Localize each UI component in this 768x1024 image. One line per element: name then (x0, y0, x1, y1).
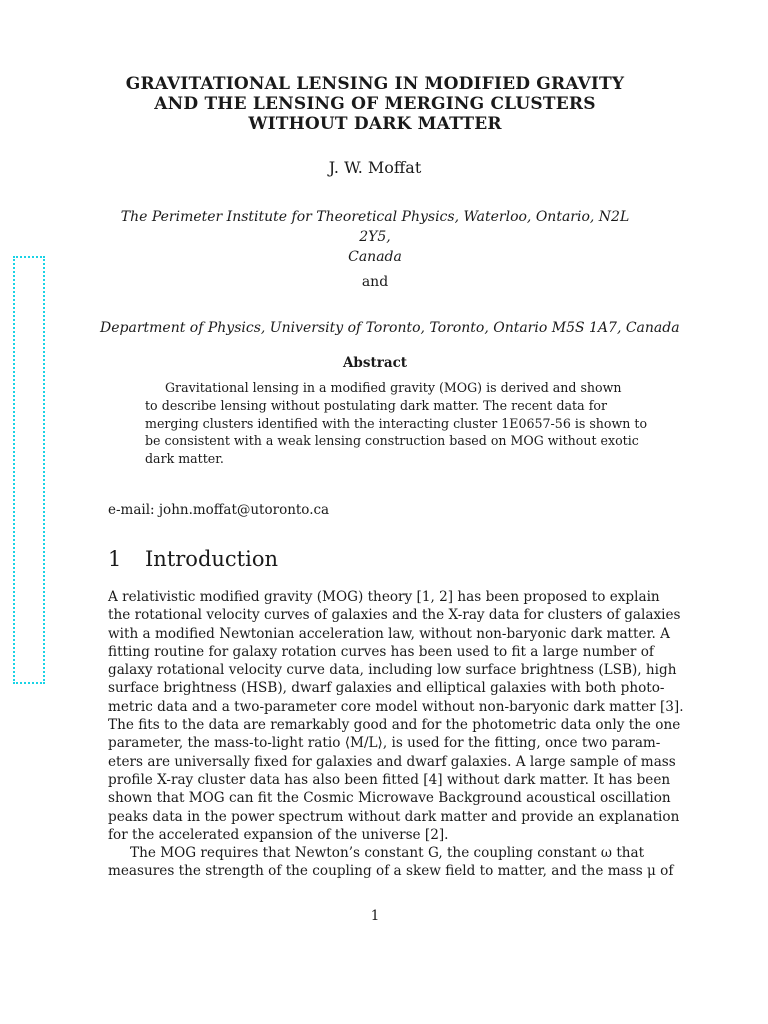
abstract-body (145, 379, 648, 468)
body-line: measures the strength of the coupling of a skew field to matter, and the mass μ of (108, 863, 674, 880)
abstract-line: dark matter. (145, 451, 224, 467)
abstract-line: merging clusters identified with the interacting cluster 1E0657-56 is shown to (145, 415, 648, 431)
body-line: the rotational velocity curves of galaxies and the X-ray data for clusters of galaxies (108, 607, 681, 624)
body-line: peaks data in the power spectrum without dark matter and provide an explanation (108, 808, 680, 825)
abstract-heading: Abstract (342, 355, 408, 371)
abstract-line: be consistent with a weak lensing construction based on MOG without exotic (145, 433, 639, 449)
affiliation-line: The Perimeter Institute for Theoretical Physics, Waterloo, Ontario, N2L 2Y5, (120, 209, 630, 245)
affiliation-perimeter (110, 207, 640, 267)
section-heading (108, 547, 278, 571)
body-line: profile X-ray cluster data has also been fitted [4] without dark matter. It has been (108, 771, 671, 788)
affiliation-toronto: Department of Physics, University of Toronto, Toronto, Ontario M5S 1A7, Canada (100, 320, 680, 336)
body-line: fitting routine for galaxy rotation curves has been used to fit a large number of (108, 643, 654, 660)
author-email: e-mail: john.moffat@utoronto.ca (108, 502, 330, 518)
author-name: J. W. Moffat (328, 158, 422, 177)
paper-title (80, 74, 670, 134)
body-line: metric data and a two-parameter core model without non-baryonic dark matter [3]. (108, 698, 684, 715)
title-line: GRAVITATIONAL LENSING IN MODIFIED GRAVITY (125, 74, 625, 94)
body-line: eters are universally fixed for galaxies and dwarf galaxies. A large sample of mass (108, 753, 676, 770)
abstract-line: Gravitational lensing in a modified gravity (MOG) is derived and shown (165, 380, 622, 395)
body-line: galaxy rotational velocity curve data, including low surface brightness (LSB), high (108, 662, 677, 679)
body-line: parameter, the mass-to-light ratio ⟨M/L⟩, is used for the fitting, once two param- (108, 735, 661, 752)
body-line: The fits to the data are remarkably good and for the photometric data only the one (108, 717, 681, 734)
margin-annotation-box (13, 256, 45, 684)
section-number: 1 (108, 547, 122, 571)
title-line: WITHOUT DARK MATTER (248, 114, 502, 134)
page-number: 1 (370, 908, 380, 924)
body-line: A relativistic modified gravity (MOG) theory [1, 2] has been proposed to explain (108, 589, 660, 605)
affiliation-line: Canada (348, 249, 402, 265)
introduction-body (108, 588, 684, 881)
body-line: shown that MOG can fit the Cosmic Microwave Background acoustical oscillation (108, 790, 671, 807)
body-line: with a modified Newtonian acceleration law, without non-baryonic dark matter. A (108, 625, 670, 642)
affiliation-conjunction: and (361, 274, 389, 290)
body-line: for the accelerated expansion of the universe [2]. (108, 826, 449, 843)
section-title: Introduction (145, 547, 278, 571)
abstract-line: to describe lensing without postulating dark matter. The recent data for (145, 397, 607, 413)
body-line: surface brightness (HSB), dwarf galaxies and elliptical galaxies with both photo- (108, 680, 665, 697)
body-line: The MOG requires that Newton’s constant G, the coupling constant ω that (130, 845, 645, 862)
title-line: AND THE LENSING OF MERGING CLUSTERS (154, 94, 596, 114)
